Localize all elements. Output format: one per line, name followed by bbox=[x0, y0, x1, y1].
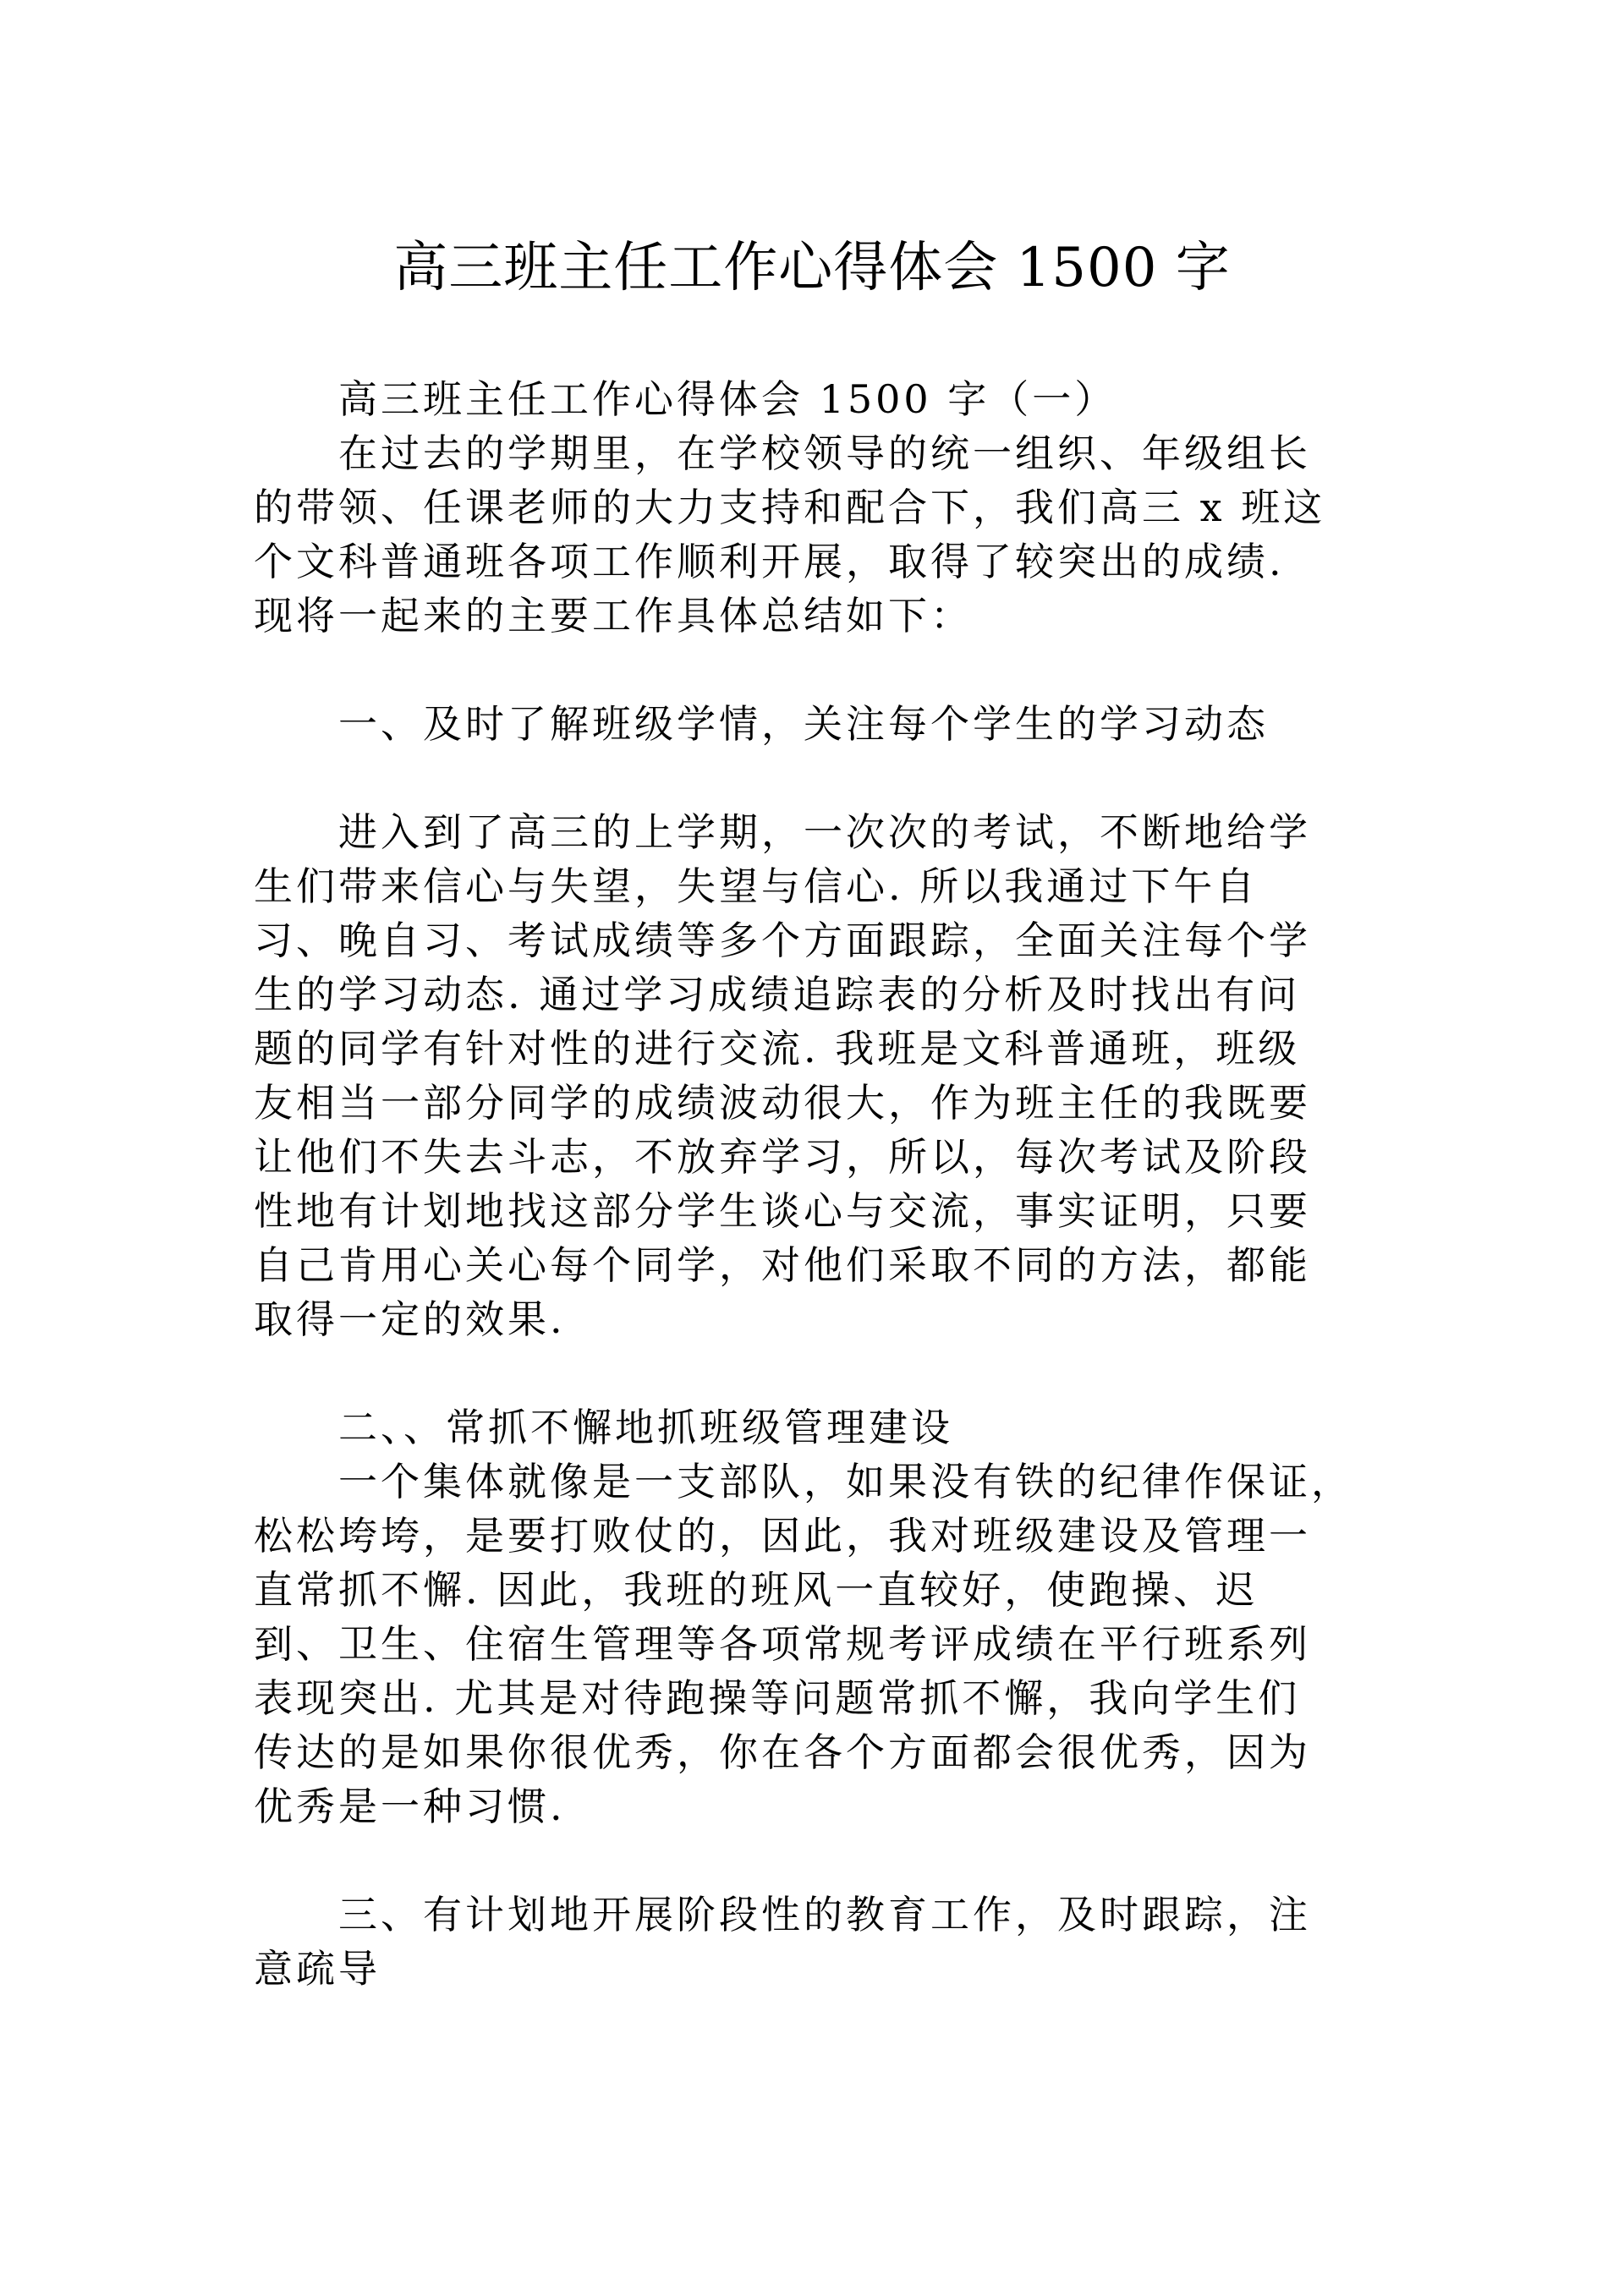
paragraph-gap bbox=[254, 643, 1345, 697]
section1-line: 生们带来信心与失望，失望与信心. 所以我通过下午自 bbox=[254, 863, 1259, 909]
section1-line: 取得一定的效果. bbox=[254, 1296, 566, 1342]
paragraph-gap bbox=[254, 751, 1345, 805]
section3-heading: 意疏导 bbox=[254, 1946, 381, 1992]
section1-line: 友相当一部分同学的成绩波动很大，作为班主任的我既要 bbox=[254, 1080, 1311, 1126]
section1-line: 生的学习动态. 通过学习成绩追踪表的分析及时找出有问 bbox=[254, 972, 1301, 1017]
section1-heading: 一、及时了解班级学情，关注每个学生的学习动态 bbox=[338, 701, 1269, 747]
paragraph-gap bbox=[254, 1833, 1345, 1888]
intro-line: 现将一起来的主要工作具体总结如下： bbox=[254, 593, 973, 638]
document-title: 高三班主任工作心得体会 1500 字 bbox=[393, 237, 1231, 299]
section2-line: 传达的是如果你很优秀，你在各个方面都会很优秀，因为 bbox=[254, 1729, 1311, 1775]
section2-line: 优秀是一种习惯. bbox=[254, 1784, 566, 1829]
section2-heading: 二、、常抓不懈地抓班级管理建设 bbox=[338, 1405, 953, 1450]
section1-line: 自己肯用心关心每个同学，对他们采取不同的方法，都能 bbox=[254, 1242, 1311, 1288]
section2-line: 直常抓不懈. 因此，我班的班风一直较好，使跑操、迟 bbox=[254, 1567, 1259, 1613]
section2-line: 松松垮垮，是要打败仗的，因此，我对班级建设及管理一 bbox=[254, 1513, 1311, 1559]
section1-line: 题的同学有针对性的进行交流. 我班是文科普通班，班级 bbox=[254, 1026, 1301, 1071]
intro-line: 在过去的学期里，在学校领导的统一组织、年级组长 bbox=[338, 430, 1311, 476]
section1-line: 性地有计划地找这部分学生谈心与交流，事实证明，只要 bbox=[254, 1188, 1311, 1234]
section1-line: 让他们不失去斗志，不放弃学习，所以，每次考试及阶段 bbox=[254, 1134, 1311, 1180]
section3-heading: 三、有计划地开展阶段性的教育工作，及时跟踪，注 bbox=[338, 1892, 1311, 1937]
section2-line: 到、卫生、住宿生管理等各项常规考评成绩在平行班系列 bbox=[254, 1621, 1311, 1667]
paragraph-gap bbox=[254, 1346, 1345, 1400]
document-subtitle: 高三班主任工作心得体会 1500 字（一） bbox=[338, 376, 1117, 422]
document-body bbox=[254, 372, 1353, 1996]
section1-line: 习、晚自习、考试成绩等多个方面跟踪，全面关注每个学 bbox=[254, 918, 1311, 963]
section2-line: 表现突出. 尤其是对待跑操等问题常抓不懈，我向学生们 bbox=[254, 1675, 1301, 1721]
section2-line: 一个集体就像是一支部队，如果没有铁的纪律作保证， bbox=[338, 1459, 1353, 1504]
intro-line: 个文科普通班各项工作顺利开展，取得了较突出的成绩. bbox=[254, 539, 1285, 584]
section1-line: 进入到了高三的上学期，一次次的考试，不断地给学 bbox=[338, 809, 1311, 855]
intro-line: 的带领、任课老师的大力支持和配合下，我们高三 x 班这 bbox=[254, 485, 1326, 530]
